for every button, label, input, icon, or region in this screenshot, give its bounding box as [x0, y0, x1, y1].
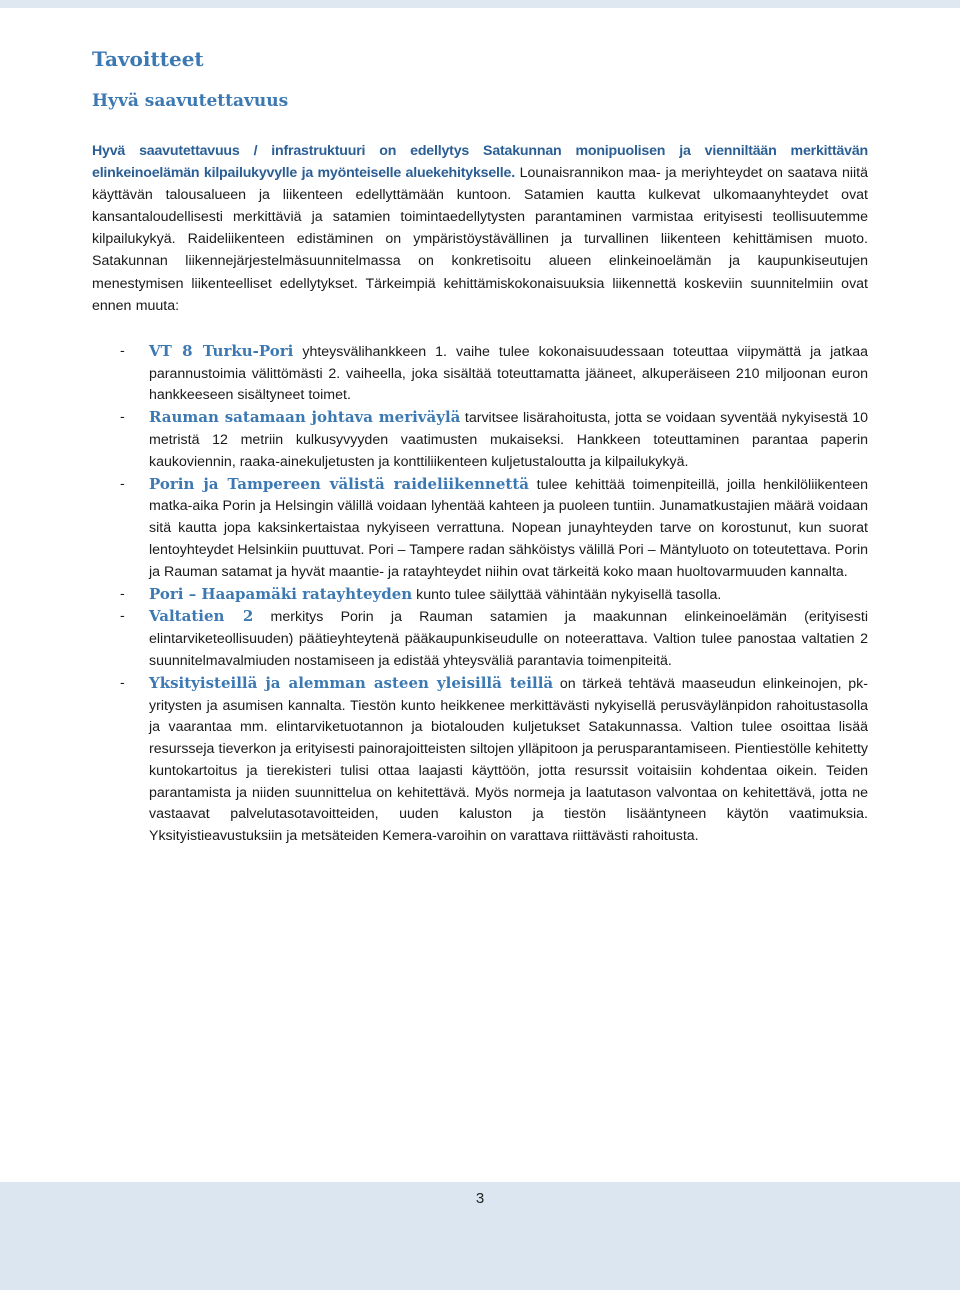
item-lead: Valtatien 2	[149, 607, 254, 626]
intro-body: Lounaisrannikon maa- ja meriyhteydet on saatava niitä käyttävän talousalueen ja liikenteen edellyttämään kuntoon. Satamien kautta kulkevat ulkomaanyhteydet ovat kansantaloudellisesti merkittäviä ja satamien toimintaedellytysten parantaminen varmistaa erityisesti teollisuutemme kilpailukykyä. Raideliikenteen edistäminen on ympäristöystävällinen ja turvallinen liikenteen kehittämisen muoto. Satakunnan liikennejärjestelmäsuunnitelmassa on konkretisoitu alueen elinkeinoelämän ja kaupunkiseutujen menestymisen liikenteelliset edellytykset. Tärkeimpiä kehittämiskokonaisuuksia liikennettä koskeviin suunnitelmiin ovat ennen muuta:	[92, 165, 868, 314]
item-lead: Yksityisteillä ja alemman asteen yleisillä teillä	[149, 673, 554, 692]
bullet-dash: -	[120, 409, 125, 426]
bullet-dash: -	[120, 674, 125, 691]
section-title: Hyvä saavutettavuus	[92, 91, 289, 111]
bullet-dash: -	[120, 342, 125, 359]
bullet-dash: -	[120, 475, 125, 492]
list-item	[92, 407, 868, 473]
list-item	[92, 474, 868, 584]
bullet-dash: -	[120, 585, 125, 602]
list-item	[92, 341, 868, 407]
item-text: tulee kehittää toimenpiteillä, joilla henkilöliikenteen matka-aika Porin ja Helsingin välillä voidaan lyhentää kahteen ja puoleen tuntiin. Junamatkustajien määrä voidaan sitä kautta jopa kaksinkertaistaa nykyiseen verrattuna. Nopean junayhteyden tarve on korostunut, kun suorat lentoyhteydet Helsinkiin puuttuvat. Pori – Tampere radan sähköistys välillä Pori – Mäntyluoto on toteutettava. Porin ja Rauman satamat ja hyvät maantie- ja ratayhteydet niihin ovat tärkeitä koko maan huoltovarmuuden kannalta.	[149, 476, 868, 580]
item-text: merkitys Porin ja Rauman satamien ja maakunnan elinkeinoelämän (erityisesti elintarviketeollisuuden) päätieyhteytenä pääkaupunkiseudulle on noteerattava. Valtion tulee panostaa valtatien 2 suunnitelmavalmiuden nostamiseen ja edistää yhteysväliä parantavia toimenpiteitä.	[149, 609, 869, 669]
page-number: 3	[475, 1190, 485, 1207]
intro-paragraph	[92, 140, 868, 317]
item-text: kunto tulee säilyttää vähintään nykyisellä tasolla.	[412, 586, 722, 603]
item-lead: Porin ja Tampereen välistä raideliikennettä	[149, 474, 529, 493]
item-lead: Rauman satamaan johtava meriväylä	[149, 408, 461, 427]
bullet-dash: -	[120, 608, 125, 625]
item-text: yhteysvälihankkeen 1. vaihe tulee kokonaisuudessaan toteuttaa viipymättä ja jatkaa parannustoimia välittömästi 2. vaiheella, joka sisältää toteuttamatta jääneet, alkuperäiseen 210 miljoonan euron hankkeeseen sisältyneet toimet.	[149, 343, 868, 404]
item-text: on tärkeä tehtävä maaseudun elinkeinojen, pk-yritysten ja asumisen kannalta. Tiestön kunto heikkenee merkittävästi nykyisellä perusväylänpidon rahoitustasolla ja vaarantaa mm. elintarviketuotannon ja biotalouden kuljetukset Satakunnassa. Valtion tulee osoittaa lisää resursseja tieverkon ja erityisesti painorajoitteisten siltojen ylläpitoon ja perusparantamiseen. Pientiestölle kehitetty kuntokartoitus ja tierekisteri tulisi ottaa laajasti käyttöön, jotta resurssit voitaisiin kohdentaa oikein. Teiden parantamista ja niiden suunnittelua on kehitettävä. Myös normeja ja laatutason valvontaa on kehitettävä, jotta ne vastaavat palvelutasotavoitteiden, uuden kaluston ja tiestön lisääntyneen käytön vaatimuksia. Yksityistieavustuksiin ja metsäteiden Kemera-varoihin on varattava riittävästi rahoitusta.	[149, 675, 868, 845]
goal-list	[92, 341, 868, 848]
page-title: Tavoitteet	[92, 47, 204, 71]
list-item	[92, 606, 868, 672]
intro-lead: Hyvä saavutettavuus / infrastruktuuri on edellytys Satakunnan monipuolisen ja vienniltään merkittävän elinkeinoelämän kilpailukyvylle ja myönteiselle aluekehitykselle.	[92, 143, 868, 182]
item-lead: VT 8 Turku-Pori	[149, 341, 294, 360]
page-content	[92, 44, 868, 848]
list-item	[92, 673, 868, 848]
item-text: tarvitsee lisärahoitusta, jotta se voidaan syventää nykyisestä 10 metristä 12 metriin kulkusyvyyden vaatimusten mukaiseksi. Hankkeen toteuttaminen parantaa paperin kaukoviennin, raaka-ainekuljetusten ja konttiliikenteen kuljetustaloutta ja kilpailukykyä.	[149, 410, 868, 470]
header-band	[0, 0, 960, 8]
list-item	[92, 584, 868, 607]
item-lead: Pori – Haapamäki ratayhteyden	[149, 584, 413, 603]
